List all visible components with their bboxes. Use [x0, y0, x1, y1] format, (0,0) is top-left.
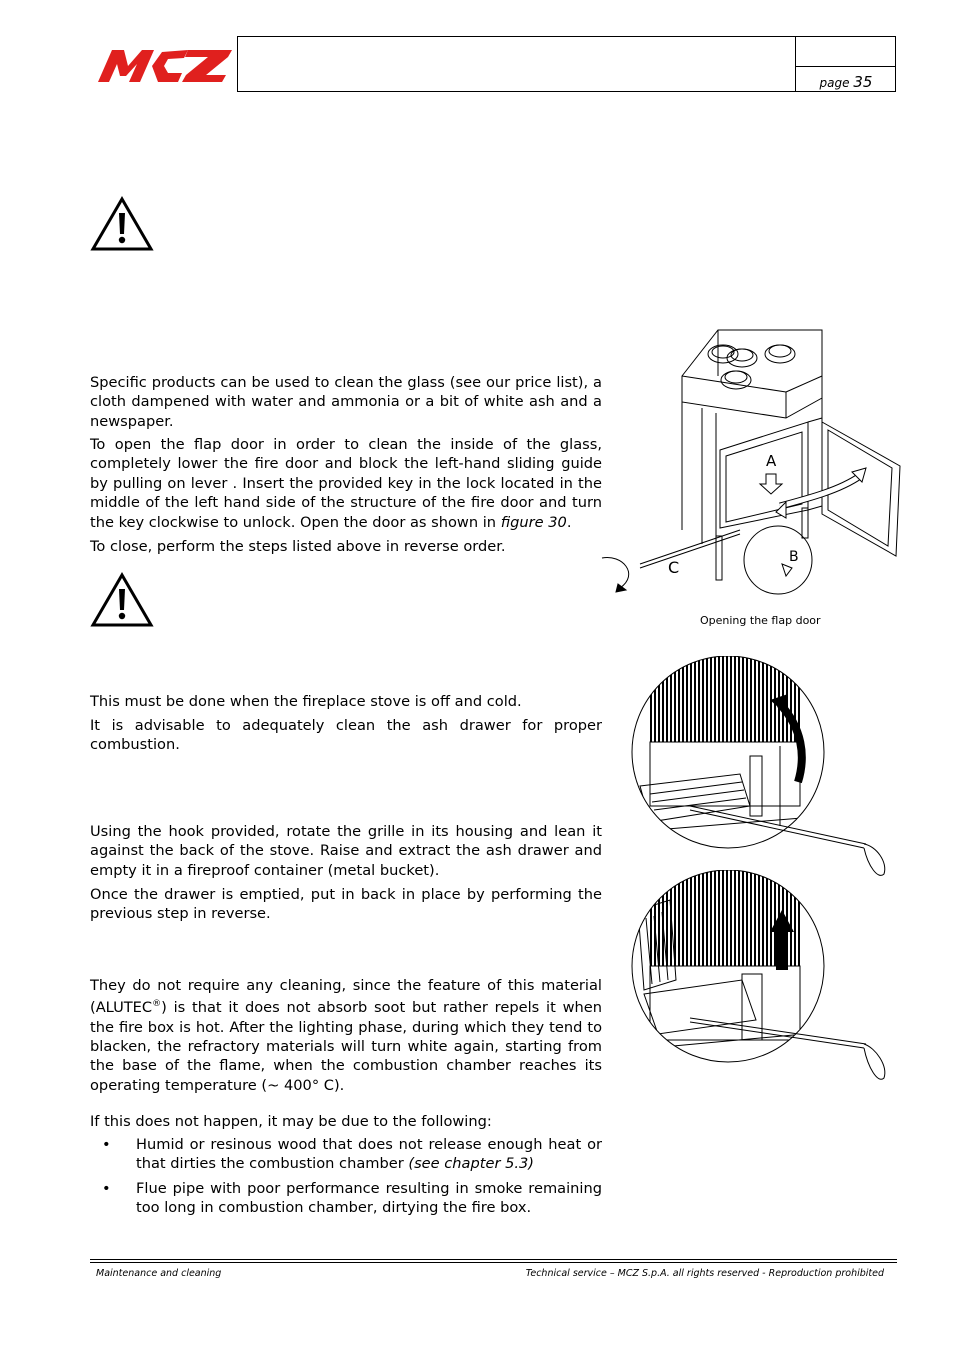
- ash-paragraph-4: Once the drawer is emptied, put in back in place by performing the previous step in reverse.: [90, 886, 602, 923]
- chapter-reference: (see chapter 5.3): [408, 1155, 534, 1173]
- glass-p2-end: .: [566, 513, 572, 531]
- list-item-text: Humid or resinous wood that does not release enough heat or that dirties the combustion chamber: [136, 1136, 602, 1173]
- list-item: [90, 1135, 602, 1174]
- refractory-paragraph-1: [90, 976, 602, 1095]
- header-divider: [795, 66, 896, 67]
- ash-paragraph-3: Using the hook provided, rotate the grille in its housing and lean it against the back of the stove. Raise and extract the ash drawer and empty it in a fireproof container (metal bucket).: [90, 823, 602, 879]
- ash-drawer-illustration: [630, 870, 890, 1106]
- list-item: [90, 1179, 602, 1218]
- figure-label-a: A: [766, 452, 777, 470]
- refractory-p1-text: They do not require any cleaning, since the feature of this material (ALUTEC: [90, 977, 602, 1017]
- footer-divider: [90, 1259, 897, 1260]
- ash-paragraph-1: This must be done when the fireplace stove is off and cold.: [90, 693, 522, 710]
- page-prefix: page: [819, 76, 850, 90]
- glass-paragraph-3: To close, perform the steps listed above in reverse order.: [90, 538, 506, 555]
- figure-label-c: C: [668, 558, 680, 577]
- refractory-p1-text-2: ) is that it does not absorb soot but rather repels it when the fire box is hot. After the lighting phase, during which they tend to blacken, the refractory materials will turn white again, starting from the base of the flame, when the combustion chamber reaches its operating temperature (~ 400° C).: [90, 999, 602, 1094]
- figure-reference: figure 30: [500, 513, 567, 531]
- bullet-dot: •: [102, 1180, 111, 1197]
- list-item-text: Flue pipe with poor performance resulting in smoke remaining too long in combustion chamber, dirtying the fire box.: [136, 1180, 602, 1217]
- glass-paragraph-2: [90, 435, 602, 532]
- glass-paragraph-1: Specific products can be used to clean the glass (see our price list), a cloth dampened with water and ammonia or a bit of white ash and a newspaper.: [90, 374, 602, 430]
- refractory-paragraph-2: If this does not happen, it may be due to the following:: [90, 1113, 492, 1130]
- footer-copyright: Technical service – MCZ S.p.A. all rights reserved - Reproduction prohibited: [525, 1268, 884, 1279]
- footer-divider: [90, 1262, 897, 1263]
- page-number-label: [800, 73, 892, 91]
- bullet-dot: •: [102, 1136, 111, 1153]
- flap-door-illustration: [590, 318, 910, 598]
- registered-mark: ®: [152, 999, 162, 1010]
- page-number: 35: [853, 73, 873, 91]
- glass-p2-text: To open the flap door in order to clean the inside of the glass, completely lower the fire door and block the left-hand sliding guide by pulling on lever . Insert the provided key in the lock located in the middle of the left hand side of the structure of the fire door and turn the key clockwise to unlock. Open the door as shown in: [90, 436, 602, 531]
- footer-section-name: Maintenance and cleaning: [96, 1268, 222, 1279]
- header-divider: [795, 36, 796, 92]
- warning-icon: [90, 196, 154, 252]
- figure-caption: Opening the flap door: [700, 614, 821, 627]
- header-title-box: [237, 36, 896, 92]
- ash-paragraph-2: It is advisable to adequately clean the ash drawer for proper combustion.: [90, 717, 602, 754]
- grille-rotation-illustration: [630, 656, 890, 882]
- warning-icon: [90, 572, 154, 628]
- figure-label-b: B: [789, 549, 799, 565]
- mcz-logo: [90, 42, 235, 88]
